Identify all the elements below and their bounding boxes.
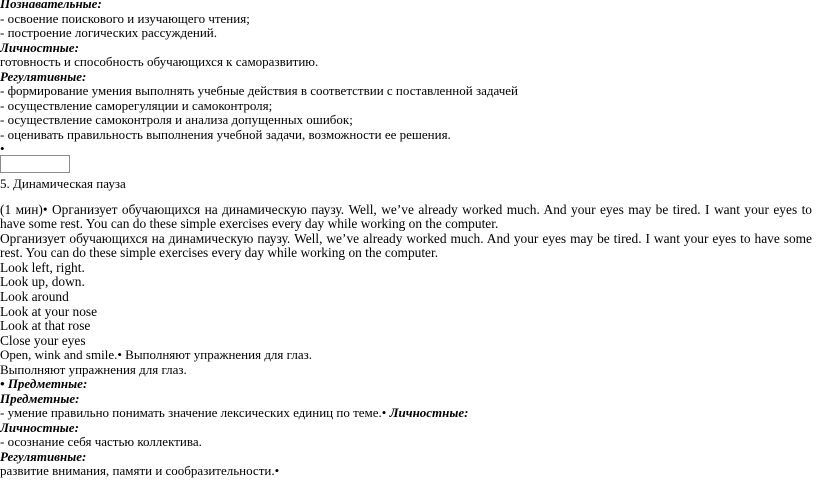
bullet-marker: • — [117, 347, 122, 363]
student-action-repeat: Выполняют упражнения для глаз. — [0, 361, 187, 377]
student-action-text: Выполняют упражнения для глаз. — [125, 347, 312, 363]
personal-text: готовность и способность обучающихся к саморазвитию. — [0, 54, 319, 69]
regulatory-item-4: - оценивать правильность выполнения учебной задачи, возможности ее решения. — [0, 126, 451, 142]
regulatory-item-2: - осуществление саморегуляции и самоконтроля; — [0, 97, 273, 113]
personal-heading: Личностные: — [0, 39, 79, 55]
bullet-marker: • — [42, 201, 48, 217]
exercise-line-2: Look up, down. — [0, 274, 85, 290]
personal-heading-2: Личностные: — [0, 419, 79, 435]
bullet-marker: • — [0, 141, 5, 156]
regulatory-item-3: - осуществление самоконтроля и анализа допущенных ошибок; — [0, 112, 353, 127]
exercise-line-1: Look left, right. — [0, 259, 85, 275]
time-note: (1 мин) — [0, 201, 43, 217]
subject-text-line — [0, 406, 812, 421]
cognitive-item-1: - освоение поискового и изучающего чтения; — [0, 10, 250, 26]
exercise-line-3: Look around — [0, 289, 69, 305]
section-title: 5. Динамическая пауза — [0, 176, 126, 191]
cognitive-item-2: - построение логических рассуждений. — [0, 25, 217, 40]
teacher-action-text: Организует обучающихся на динамическую паузу. Well, we’ve already worked much. And your eyes may be tired. I want your eyes to have some rest. You can do these simple exercises every day while working on the computer. — [0, 201, 812, 232]
exercise-line-5: Look at that rose — [0, 318, 91, 334]
cognitive-heading: Познавательные: — [0, 0, 102, 11]
personal-heading-inline: Личностные: — [389, 405, 469, 421]
subject-heading-inline: Предметные: — [7, 376, 88, 392]
teacher-action-paragraph — [0, 203, 812, 232]
regulatory-text-2-line — [0, 464, 812, 479]
subject-heading: Предметные: — [0, 390, 80, 406]
exercise-line-4: Look at your nose — [0, 303, 98, 319]
regulatory-text-2: развитие внимания, памяти и сообразительности. — [0, 463, 275, 479]
bullet-marker: • — [0, 376, 5, 392]
regulatory-item-1: - формирование умения выполнять учебные действия в соответствии с поставленной задачей — [0, 83, 518, 98]
bullet-marker: • — [381, 405, 387, 421]
bullet-marker: • — [274, 463, 280, 479]
empty-image-placeholder — [0, 155, 70, 173]
subject-text: - умение правильно понимать значение лексических единиц по теме. — [0, 405, 382, 421]
last-exercise-text: Open, wink and smile. — [0, 347, 118, 363]
teacher-action-repeat: Организует обучающихся на динамическую паузу. Well, we’ve already worked much. And your eyes may be tired. I want your eyes to have some rest. You can do these simple exercises every day while working on the computer. — [0, 230, 812, 261]
subject-heading-inline-line — [0, 377, 812, 392]
regulatory-heading: Регулятивные: — [0, 68, 87, 84]
exercise-line-7 — [0, 348, 812, 363]
personal-text-2: - осознание себя частью коллектива. — [0, 434, 202, 450]
regulatory-heading-2: Регулятивные: — [0, 448, 87, 464]
exercise-line-6: Close your eyes — [0, 332, 86, 348]
